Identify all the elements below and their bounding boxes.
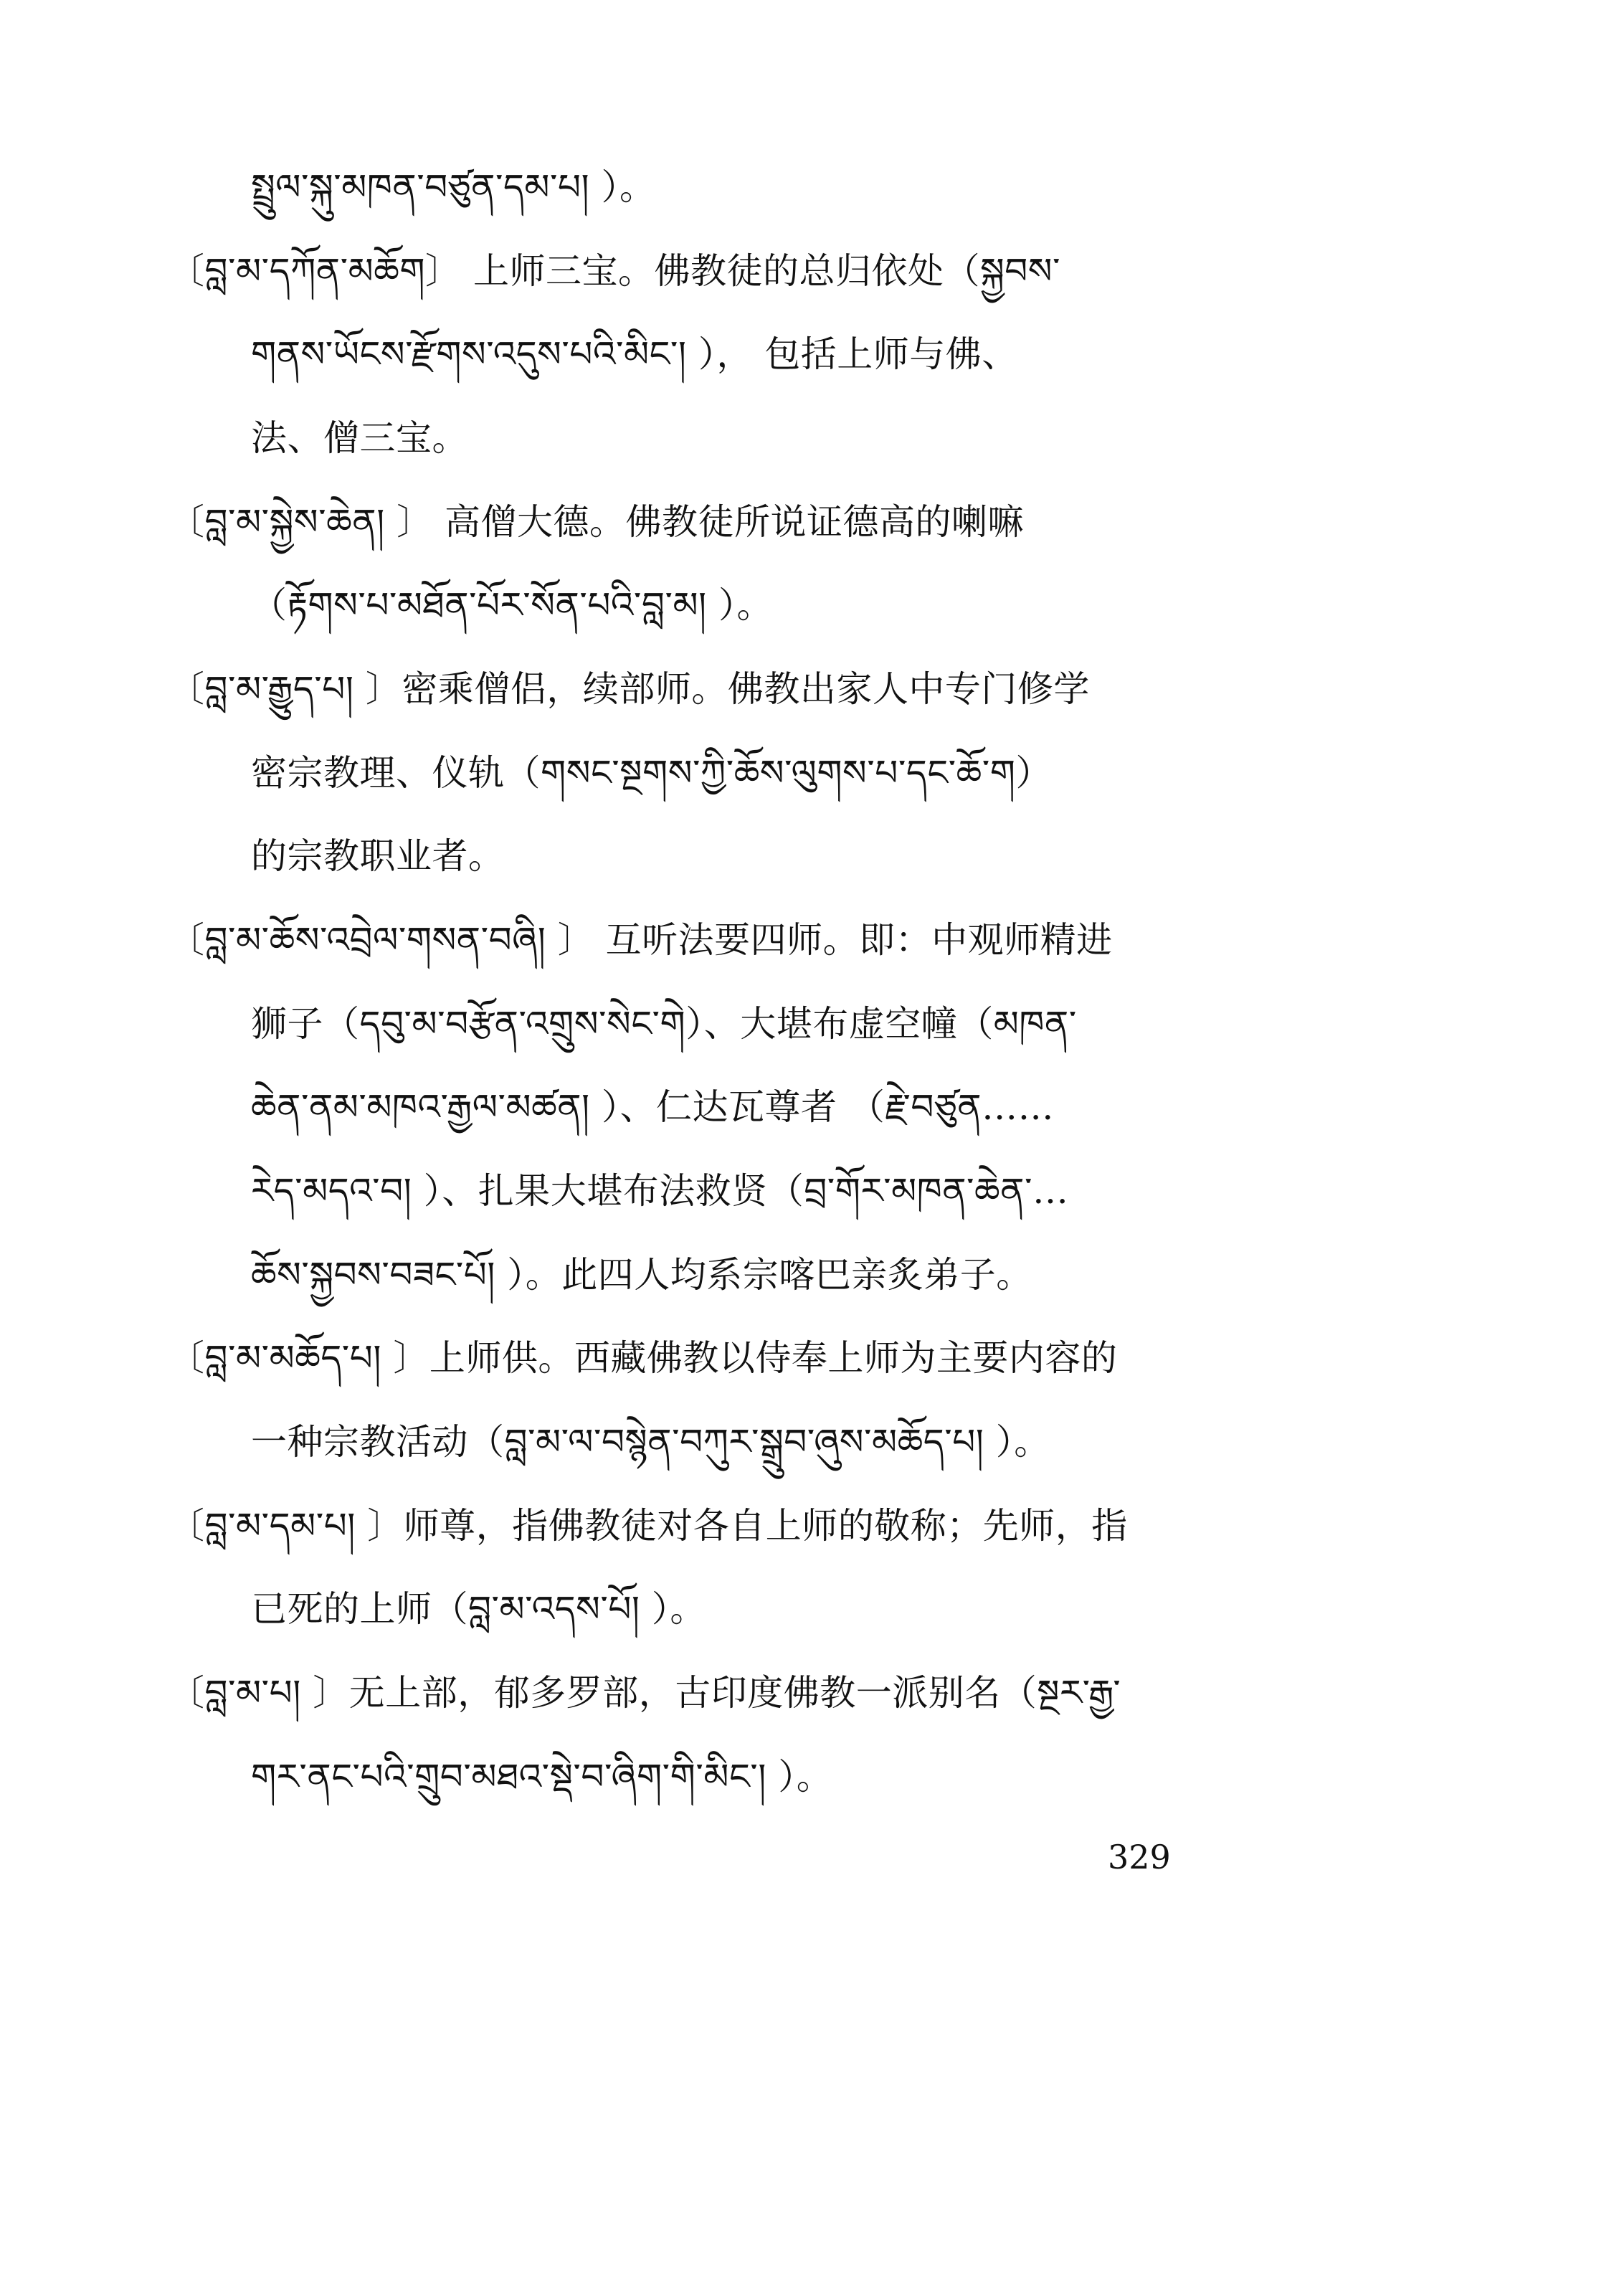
entry-heading-line: 〔བླ་མ་དམ་པ། 〕师尊，指佛教徒对各自上师的敬称；先师，指	[168, 1505, 1128, 1547]
entry-continuation-line: 密宗教理、仪轨（གསང་སྔགས་ཀྱི་ཆོས་ལུགས་པ་དང་ཆོ་ག）	[251, 752, 1052, 794]
entry-heading-line: 〔བླ་མ་སྐྱེས་ཆེན། 〕 高僧大德。佛教徒所说证德高的喇嘛	[168, 501, 1024, 543]
entry-continuation-line: ཆོས་སྐྱབས་བཟང་པོ། ）。此四人均系宗喀巴亲炙弟子。	[251, 1254, 1032, 1296]
entry-continuation-line: 法、僧三宝。	[251, 417, 468, 459]
entry-continuation-line: 狮子（དབུ་མ་བརྩོན་འགྲུས་སེང་གེ）、大堪布虚空幢（མཁན་	[251, 1003, 1077, 1045]
page-number: 329	[1108, 1838, 1171, 1876]
entry-heading-line: 〔བླ་མ་རྒྱུད་པ། 〕密乘僧侣，续部师。佛教出家人中专门修学	[168, 668, 1090, 710]
entry-continuation-line: རེད་མདའ་བ། ）、扎果大堪布法救贤（བྲ་གོར་མཁན་ཆེན་…	[251, 1170, 1069, 1212]
entry-heading-line: 〔བླ་མ་ཆོས་འབྲེལ་གསན་བཞི། 〕 互听法要四师。即：中观师精进	[168, 919, 1113, 961]
entry-continuation-line: གནས་ཡོངས་རྫོགས་འདུས་པའི་མིང་། ）， 包括上师与佛、	[251, 333, 1018, 375]
entry-heading-line: 〔བླ་མ་པ། 〕无上部，郁多罗部，古印度佛教一派别名（སྔར་རྒྱ་	[168, 1672, 1121, 1714]
entry-continuation-line: སྤྲུལ་སྐུ་མཁན་བཙུན་དམ་པ། ）。	[251, 166, 656, 208]
entry-continuation-line: གར་ནང་པའི་གྲུབ་མཐའ་སྡེ་བ་ཞིག་གི་མིང་། ）。	[251, 1756, 833, 1798]
entry-heading-line: 〔བླ་མ་དཀོན་མཆོག〕 上师三宝。佛教徒的总归依处（སྐྱབས་	[168, 250, 1060, 292]
entry-continuation-line: （རྟོགས་པ་མཐོན་པོར་སོན་པའི་བླ་མ། ）。	[251, 584, 774, 626]
entry-continuation-line: ཆེན་ནམ་མཁའ་རྒྱལ་མཚན། ）、仁达瓦尊者 （རྗེ་བཙུན……	[251, 1086, 1055, 1128]
entry-continuation-line: 已死的上师（བླ་མ་འདས་པོ། ）。	[251, 1588, 706, 1630]
entry-continuation-line: 的宗教职业者。	[251, 835, 505, 877]
entry-continuation-line: 一种宗教活动（བླ་མ་ལ་བསྙེན་བཀུར་སྒྲུབ་ཞུས་མཆོད་པ། ）。	[251, 1421, 1050, 1463]
entry-heading-line: 〔བླ་མ་མཆོད་པ། 〕上师供。西藏佛教以侍奉上师为主要内容的	[168, 1337, 1118, 1379]
